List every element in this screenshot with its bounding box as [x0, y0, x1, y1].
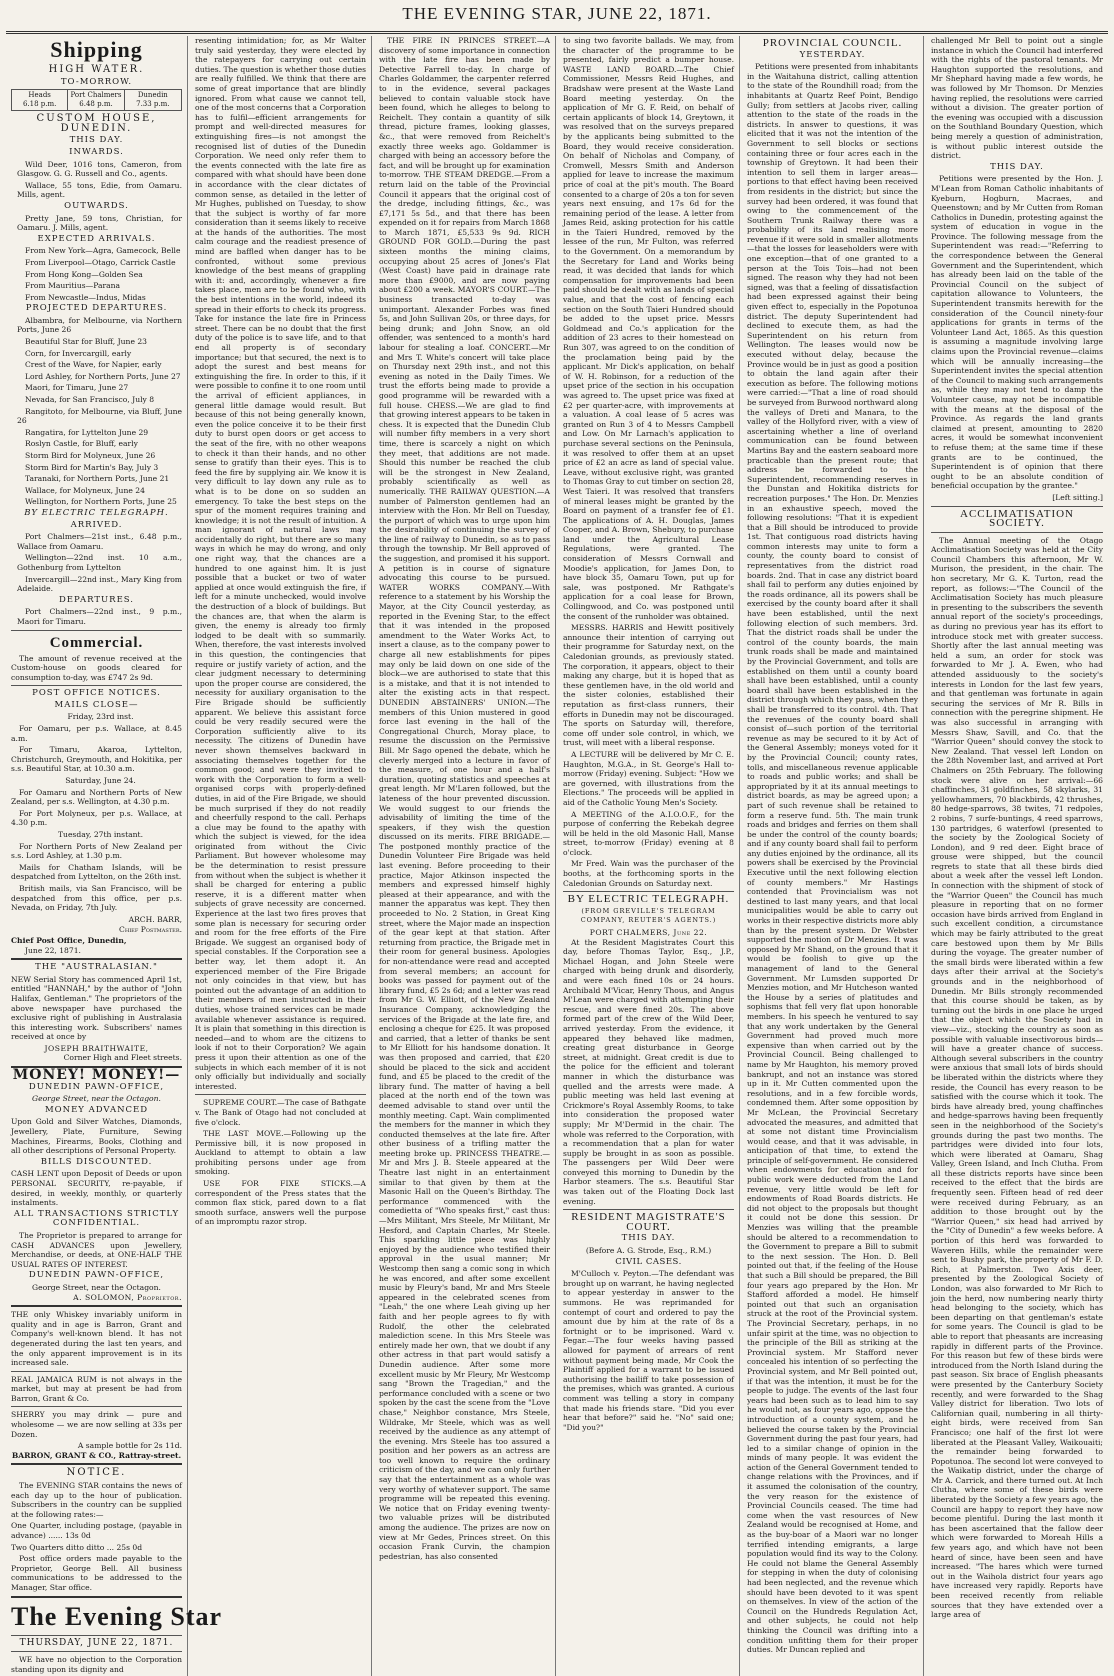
post-line: Tuesday, 27th instant.: [57, 830, 143, 839]
news-item: MESSRS. HARRIS and Hewitt positively announce their intention of carrying out their programme for Saturday next, on the Caledonian grounds, as previously stated. The corporation, it appears, object to their making any charge, but it is hoped that as these gentlemen have, in the old world and the sister colonies, established their reputation as first-class runners, their efforts in Dunedin may not be discouraged. The sports on Saturday will, therefore, come off under sole control, in which, we trust, will meet with a liberal response.: [563, 623, 734, 748]
sherry-ad: SHERRY you may drink — pure and wholesome — we are now selling at 33s per Dozen.: [11, 1410, 182, 1439]
editorial-body: resenting intimidation; for, as Mr Walter truly said yesterday, they were elected by the ratepayers for carrying out certain duties. The question is whether those duties are really fulfilled. We think that there are some of great importance that are blindly ignored. From what cause we cannot tell, one of the most concerns that a Corporation has to fulfil—efficient arrangements for prompt and well-directed measures for extinguishing fires—is not amongst the recognised list of duties of the Dunedin Corporation. We need only refer them to the events connected with the late fire as compared with what should have been done in accordance with the clear dictates of common sense, as detailed in the letter of Mr Hughes, published on Tuesday, to show that the subject is worthy of far more consideration than it seems likely to receive at the hands of the authorities. The most calm courage and the readiest presence of mind are baffled when danger has to be confronted, without some previous knowledge of the best means of grappling with it: and, accordingly, whenever a fire takes place, men are to be found who, with the best intentions in the world, indeed its spread in their efforts to check its progress. Take for instance the late fire in Princess street. There can be no doubt that the first duty of the police is to save life, and to that end all property is of secondary importance; but that secured, the next is to adopt the surest and best means for extinguishing the fire. In order to this, if it were possible to confine it to one room until the arrival of efficient appliances, in general little damage would result. But because of this not being generally known, even the police conceive it to be their first duty to burst open doors or get access to the seat of the fire, with no other weapons to check it than their hands, and no other sense to gratify than their eyes. This is to feed the fire by supplying air. We know it is very difficult to lay down any rule as to what is to be done on so sudden an emergency. To take the best steps on the spur of the moment requires training and knowledge; it is not the result of intuition. A man ignorant of natural laws may accidentally do right, but there are so many ways in which he may do wrong, and only one right way, that the chances are a hundred to one against him. It is just possible that a bucket or two of water applied at once would extinguish the fire, if left for a minute unchecked, would involve the destruction of a block of buildings. But the chances are, that when the alarm is given, the enemy is already too firmly lodged to be dealt with so summarily. When, therefore, the vast interests involved in this question, the contingencies that require or justify variety of action, and the clear judgment necessary to determining upon the proper course are considered, the necessity for auxiliary organisation to the Fire Brigade should be sufficiently apparent. We believe this assistant force could be very readily secured were the Corporation sufficiently alive to its necessity. The citizens of Dunedin have never shown themselves backward in associating themselves together for the common good; and were they invited to work with the Corporation to form a well-organised corps with properly-defined duties, in aid of the Fire Brigade, we should be much surprised if they do not readily and cheerfully respond to the call. Perhaps a clue may be found to the apathy with which the subject is viewed, for the idea originated from without the Civic Parliament. But however wholesome may be the determination to resist pressure from without when the subject is whether it shall be charged for entering a public reserve, it is a different matter when subjects of grave necessity are concerned. Experience at the last two fires proves that some plan is necessary for securing order and room for the free efforts of the Fire Brigade. We suggest an organised body of special constables. If the Corporation see a better way, let them adopt it. An experienced member of the Fire Brigade not only coincides in that view, but has pointed out the advantage of an addition to their members of men instructed in their duties, whose trained services can be made available whenever assistance is required. It is plain that something in this direction is needed—and to whom are the citizens to look if not to their Corporation? We again press it upon their attention as one of the subjects in which each member of it is not only officially but individually and socially interested.: [195, 36, 366, 1091]
column-6: [926, 36, 1108, 1676]
divider: [931, 506, 1103, 507]
list-item: Nevada, for San Francisco, July 8: [25, 395, 155, 405]
postmaster-name: ARCH. BARR,: [128, 914, 182, 924]
rate-line: Two Quarters ditto ditto ... 25s 0d: [11, 1542, 143, 1552]
tide-place: Port Chalmers: [70, 91, 122, 100]
divider: [563, 1209, 734, 1210]
tide-time: 7.33 p.m.: [136, 100, 170, 109]
telegraph-dateline: PORT CHALMERS, June 22.: [589, 928, 708, 938]
divider: [11, 1371, 182, 1372]
news-item: A MEETING of the A.I.O.O.F., for the purpose of conferring the Rebekah degree will be held in the old Masonic Hall, Manse street, to-morrow (Friday) evening at 8 o'clock.: [563, 809, 734, 857]
list-item: Wallace, 55 tons, Edie, from Oamaru. Mills, agent.: [17, 180, 182, 200]
arrivals-label: ARRIVED.: [70, 519, 123, 530]
tide-place: Dunedin: [137, 91, 168, 100]
rum-ad: REAL JAMAICA RUM is not always in the market, but may at present be had from Barron, Grant & Co.: [11, 1374, 182, 1403]
masthead-rule: [6, 31, 1108, 32]
post-line: For Oamaru and Northern Ports of New Zealand, per s.s. Wellington, at 4.30 p.m.: [11, 787, 182, 807]
news-items: THE FIRE IN PRINCES STREET.—A discovery of some importance in connection with the late fire has been made by Detective Farrell to-day. In charge of Charles Goldammer, the carpenter referred to in the evidence, several packages believed to contain valuable stock have been found, which he alleges to belong to Reichelt. They contain a quantity of silk thread, picture frames, looking glasses, &c., that were removed from Reichelt's exactly three weeks ago. Goldammer is charged with being an accessory before the fact, and will be brought up for examination to-morrow. THE STEAM DREDGE.—From a return laid on the table of the Provincial Council it appears that the original cost of the dredge, including fittings, &c., was £7,171 5s 5d., and that there has been expended on it for repairs from March 1868 to March 1871, £5,533 9s 9d. RICH GROUND FOR GOLD.—During the past sixteen months the mining claims, occupying about 25 acres of Jones's Flat (West Coast) have paid in drainage rate more than £9000, and are now paying about £200 a week. MAYOR'S COURT.—The business transacted to-day was unimportant. Alexander Forbes was fined 5s, and John Sullivan 20s, or three days, for being drunk; and John Snow, an old offender, was sentenced to a month's hard labour for stealing a loaf. CONCERT.—Mr and Mrs T. White's concert will take place on Thursday next 29th inst., and not this evening as noted in the Daily Times. We trust the efforts being made to provide a good programme will be rewarded with a full house. CHESS.—We are glad to find that growing interest appears to be taken in chess. It is expected that the Dunedin Club will number fifty members in a very short time, there is scarcely a night on which they meet, that additions are not made. Should this number be reached the club will be the strongest in New Zealand, probably scientifically as well as numerically. THE RAILWAY QUESTION.—A number of Palmerston gentlemen had an interview with the Hon. Mr Bell on Tuesday, the purport of which was to urge upon him the desirability of continuing the survey of the line of railway to Dunedin, so as to pass through the township. Mr Bell approved of the suggestion, and promised it his support. A petition is in course of signature advocating this course to be pursued. WATER WORKS COMPANY.—With reference to a statement by his Worship the Mayor, at the City Council yesterday, as reported in the Evening Star, to the effect that it was intended in the proposed amendment to the Water Works Act, to insert a clause, as to the company power to charge all new establishments for pipes may only be laid down on one side of the block—we are authorised to state that this is a mistake, and that it is not intended to alter the existing acts in that respect. DUNEDIN ABSTAINERS' UNION.—The members of this Union mustered in good force last evening in the hall of the Congregational Church, Moray place, to resume the discussion on the Permissive Bill. Mr Sago opened the debate, which he cleverly merged into a lecture in favor of the measure, of one hour and a half's duration, quoting statistics and speeches at great length. Mr M'Laren followed, but the lateness of the hour prevented discussion. We would suggest to our friends the advisability of limiting the time of the speakers, if they wish the question discussed on its merits. FIRE BRIGADE.—The postponed monthly practice of the Dunedin Volunteer Fire Brigade was held last evening. Before proceeding to their practice, Major Atkinson inspected the members and expressed himself highly pleased at their appearance, and with the manner the apparatus was kept. They then proceeded to No. 2 Station, in Great King street, where the Major made an inspection of the gear kept at that station. After returning from practice, the Brigade met in their room for general business. Apologies for non-attendance were read and accepted from several members; an account for books was passed for payment out of the library fund, £5 2s 6d; and a letter was read from Mr G. W. Elliott, of the New Zealand Insurance Company, acknowledging the services of the Brigade at the late fire, and enclosing a cheque for £25. It was proposed and carried, that a letter of thanks be sent to Mr Elliott for his handsome donation. It was then proposed and carried, that £20 should be placed to the sick and accident fund, and £5 be placed to the credit of the library fund. The matter of having a bell placed at the north end of the town was deemed advisable to stand over until the monthly meeting. Capt. Wain complimented the members for the manner in which they conducted themselves at the late fire. After other business of a trifling matter the meeting broke up. PRINCESS THEATRE.—Mr and Mrs J. B. Steele appeared at the Theatre last night in an entertainment similar to that given by them at the Masonic Hall on the Queen's Birthday. The performance commenced with the comedietta of "Who speaks first," cast thus:—Mrs Militant, Mrs Steele, Mr Militant, Mr Hesford, and Captain Charles, Mr Steele. This sparkling little piece was highly enjoyed by the audience who testified their approval in the usual manner; Mr Westcomp then sang a comic song in which he was encored, and after some excellent music by Fleury's band, Mr and Mrs Steele appeared in the celebrated scenes from "Leah," the one where Leah giving up her faith and her people agrees to fly with Rudolf, the other the celebrated malediction scene. In this Mrs Steele was entirely made her own, that we doubt if any other actress in that part would satisfy a Dunedin audience. After some more excellent music by Mr Fleury, Mr Westcomp sang "Brown the Tragedian," and the performance concluded with a scene or two spoken by the cast the scene from the "Love chase," Neighbor constance, Mrs Steele, Wildrake, Mr Steele, which was as well received by the audience as any attempt of the evening. Mrs Steele has too assured a position and her powers as an actress are too well known to require the ordinary criticism of the day, and we can only further say that the entertainment as a whole was very worthy of whatever support. The same programme will be repeated this evening. We notice that on Friday evening twenty-two valuable prizes will be distributed among the audience. The prizes are now on view at Mr Gedes, Princes street. On this occasion Frank Curvin, the champion pedestrian, has also consented: [379, 36, 550, 1561]
list-item: Rangatira, for Lyttelton June 29: [25, 427, 149, 437]
list-item: Port Chalmers—22nd inst., 9 p.m., Maori for Timaru.: [17, 607, 182, 626]
post-line: Mails for Chatham Islands, will be despatched from Lyttelton, on the 26th inst.: [11, 862, 182, 882]
list-item: Wallace, for Molyneux, June 24: [25, 485, 145, 495]
tide-heads: [12, 90, 68, 110]
money-title: MONEY! MONEY!—: [12, 1067, 181, 1084]
masthead-rule-2: [6, 33, 1108, 34]
list-item: Corn, for Invercargill, early: [25, 348, 132, 358]
divider: [563, 891, 734, 892]
pawn-office-2: DUNEDIN PAWN-OFFICE,: [28, 1270, 165, 1281]
provincial-council-title: PROVINCIAL COUNCIL.: [762, 37, 903, 49]
whiskey-ad: THE only Whiskey invariably uniform in quality and in age is Barron, Grant and Company's well-known blend. It has not degenerated during the last ten years, and the only apparent improvement is in its increased sale.: [11, 1310, 182, 1368]
tide-time: 6.48 p.m.: [79, 100, 113, 109]
list-item: Roslyn Castle, for Bluff, early: [25, 439, 138, 449]
transactions-confidential: ALL TRANSACTIONS STRICTLY CONFIDENTIAL.: [13, 1208, 180, 1229]
post-line: Friday, 23rd inst.: [67, 712, 134, 722]
tomorrow-label: TO-MORROW.: [60, 76, 133, 87]
post-line: British mails, via San Francisco, will be despatched from this office, per p.s. Nevada, on Friday, 7th July.: [11, 883, 182, 913]
divider: [11, 1406, 182, 1407]
divider: [11, 1463, 182, 1465]
barron-grant: BARRON, GRANT & CO., Rattray-street.: [11, 1450, 182, 1460]
pawn-office: DUNEDIN PAWN-OFFICE,: [28, 1081, 165, 1092]
colophon-title: The Evening Star: [11, 1601, 223, 1631]
columns: [6, 36, 1108, 1674]
news-item: A LECTURE will be delivered by Mr C. E. Haughton, M.G.A., in St. George's Hall to-morrow (Friday) evening. Subject: "How we are governed, with illustrations from the Elections." The proceeds will be applied in aid of the Catholic Young Men's Society.: [563, 749, 734, 807]
notice-text: The EVENING STAR contains the news of each day up to the hour of publication. Subscribers in the country can be supplied at the following rates:—: [11, 1481, 182, 1519]
list-item: Taranaki, for Northern Ports, June 21: [25, 474, 170, 484]
post-office-place: Chief Post Office, Dunedin,: [11, 935, 127, 945]
australasian-agent: JOSEPH BRAITHWAITE,: [44, 1043, 149, 1053]
cash-lent: CASH LENT upon Deposit of Deeds or upon PERSONAL SECURITY, re-payable, if desired, in weekly, monthly, or quarterly instalments.: [11, 1169, 182, 1208]
list-item: Beautiful Star for Bluff, June 23: [25, 337, 148, 347]
rmc-before: (Before A. G. Strode, Esq., R.M.): [585, 1246, 712, 1256]
divider: [11, 1305, 182, 1307]
list-item: Storm Bird for Martin's Bay, July 3: [25, 462, 159, 472]
column-3: [374, 36, 556, 1676]
postmaster-title: Chief Postmaster.: [119, 925, 182, 935]
australasian-address: Corner High and Fleet streets.: [63, 1053, 182, 1063]
notice-title: NOTICE.: [66, 1467, 127, 1479]
tide-place: Heads: [28, 91, 51, 100]
sample-bottle: A sample bottle for 2s 11d.: [77, 1441, 182, 1451]
money-text: Upon Gold and Silver Watches, Diamonds, Jewellery, Plate, Furniture, Sewing Machines, Firearms, Books, Clothing and all other descriptions of Personal Property.: [11, 1117, 182, 1156]
divider: [11, 1651, 182, 1652]
list-item: Maori, for Timaru, June 27: [25, 383, 129, 393]
list-item: Lord Ashley, for Northern Ports, June 27: [25, 371, 181, 381]
commercial-title: Commercial.: [49, 634, 144, 651]
column-2: [190, 36, 372, 1676]
list-item: From Newcastle—Indus, Midas: [25, 292, 146, 302]
council-this-day: Petitions were presented by the Hon. J. M'Lean from Roman Catholic inhabitants of Kyeburn, Hogburn, Macraes, and Queenstown; and by Mr Cutten from Roman Catholics in Dunedin, protesting against the system of education in vogue in the Province. The following message from the Superintendent was read:—"Referring to the correspondence between the General Government and the Superintendent, which has already been laid on the table of the Provincial Council on the subject of capitation allowance to Volunteers, the Superintendent transmits herewith for the consideration of the Council ninety-four applications for grants in terms of the Volunteer Land Act, 1865. As this question is assuming a magnitude involving large claims upon the Provincial revenue—claims which will be annually increasing—the Superintendent invites the special attention of the Council to making such arrangements as, while they may not tend to damp the Volunteer cause, may not be incompatible with the means at the disposal of the Province. As regards the land grants claimed at present, amounting to 2820 acres, it would be somewhat inconvenient to refuse them; at the same time if these grants are to be continued, the Superintendent is of opinion that there ought to be an absolute condition of beneficial occupation by the grantee.": [931, 174, 1103, 491]
list-item: Invercargill—22nd inst., Mary King from Adelaide.: [17, 574, 182, 594]
pawn-address-2: George Street, near the Octagon.: [32, 1282, 161, 1292]
post-line: Saturday, June 24.: [65, 776, 136, 786]
pawn-proprietor: A. SOLOMON, Proprietor.: [73, 1292, 182, 1302]
civil-cases: CIVIL CASES.: [615, 1256, 682, 1267]
column-1: [6, 36, 223, 1676]
mails-close-label: MAILS CLOSE—: [54, 699, 139, 710]
inwards-label: INWARDS.: [69, 146, 124, 157]
rmc-text: M'Culloch v. Peyton.—The defendant was brought up on warrant, he having neglected to appear yesterday in answer to the summons. He was reprimanded for contempt of court and ordered to pay the amount due by him at the rate of 8s a fortnight or to be imprisoned. Ward v. Fegar.—The four weeks having passed allowed for payment of arrears of rent without payment being made, Mr Cook the Plaintiff applied for a warrant to be issued authorising the bailiff to take possession of the premises, which was granted. A curious comment was telling a story in company that made his friends stare. "Did you ever hear that before?" said he. "No" said one; "Did you?": [563, 1269, 734, 1432]
list-item: Rangitoto, for Melbourne, via Bluff, June 26: [17, 406, 182, 426]
telegraph-label: BY ELECTRIC TELEGRAPH.: [24, 507, 169, 518]
divider: [11, 685, 182, 686]
tide-port-chalmers: [68, 90, 124, 110]
telegraph-source: (FROM GREVILLE'S TELEGRAM COMPANY, REUTER'S AGENTS.): [580, 906, 717, 925]
left-sitting: [Left sitting.]: [1052, 492, 1103, 502]
news-item: USE FOR FIXE STICKS.—A correspondent of the Press states that the common flax stick, pared down to a flat smooth surface, answers well the purpose of an impromptu razor strop.: [195, 1179, 366, 1227]
post-line: For Northern Ports of New Zealand per s.s. Lord Ashley, at 1.30 p.m.: [11, 841, 182, 861]
notice-post: Post office orders made payable to the Proprietor, George Bell. All business communications to be addressed to the Manager, Star office.: [11, 1554, 182, 1592]
rmc-day: THIS DAY.: [621, 1233, 676, 1244]
list-item: From Liverpool—Otago, Carrick Castle: [25, 257, 176, 267]
list-item: Port Chalmers—21st inst., 6.48 p.m., Wallace from Oamaru.: [17, 532, 182, 551]
list-item: Wild Deer, 1016 tons, Cameron, from Glasgow. G. G. Russell and Co., agents.: [17, 159, 182, 179]
news-item: Mr Fred. Wain was the purchaser of the booths, at the forthcoming sports in the Caledonian Grounds on Saturday next.: [563, 859, 734, 888]
list-item: Albambra, for Melbourne, via Northern Ports, June 26: [17, 315, 182, 335]
divider: [11, 958, 182, 960]
bills-discounted: BILLS DISCOUNTED.: [40, 1156, 153, 1167]
divider: [195, 1094, 366, 1095]
tide-table: [11, 89, 182, 111]
tide-time: 6.18 p.m.: [22, 100, 57, 109]
list-item: Wellington, for Northern Ports, June 25: [25, 497, 177, 507]
acclimatisation-text: The Annual meeting of the Otago Acclimatisation Society was held at the City Council Chambers this afternoon, Mr W. Murison, the president, in the chair. The hon secretary, Mr G. K. Turton, read the report, as follows:—"The Council of the Acclimatisation Society has much pleasure in presenting to the subscribers the seventh annual report of the society's proceedings, as during no previous year has its effort to introduce stock met with greater success. Shortly after the last annual meeting was held a sum, an order for stock was forwarded to Mr J. A. Ewen, who had attended assiduously to the society's interests in London for the last few years, and that gentleman was fortunate in again securing the services of Mr R. Bills in connection with the peregrine shipment. He was also successful in arranging with Messrs Shaw, Savill, and Co. that the "Warrior Queen" should convey the stock to New Zealand. That vessel left London on the 28th November last, and arrived at Port Chalmers on 25th February. The following stock were alive on her arrival:—66 chaffinches, 31 goldfinches, 58 skylarks, 31 yellowhammers, 70 blackbirds, 42 thrushes, 80 hedge-sparrows, 38 twites, 71 redpoles, 2 robins, 7 surfe-buntings, 4 reed sparrows, 130 partridges, 6 waterfowl (presented to the society by the Zoological Society of London), and 9 red deer. Eight brace of grouse were shipped, but the council regrets to state that all these birds died about a week after the vessel left London. In connection with the shipment of stock of the "Warrior Queen" the Council has much pleasure in reporting that on no former occasion have birds arrived from England in such excellent condition, a circumstance which may be fairly attributed to the great care bestowed upon them by Mr Bills during the voyage. The greater number of the small birds were liberated within a few days after their arrival at the Society's grounds and in the neighborhood of Dunedin. Mr Bills strongly recommended that this course should be taken, as by turning out the birds in one place he urged that the object which the Society had in view—viz., stocking the country as soon as possible with valuable insectivorous birds—will have a greater chance of success. Although several subscribers in the country were anxious that small lots of birds should be liberated within the districts where they reside, the Council has every reason to be satisfied with the course which it took. The birds have already bred, young chaffinches and hedge-sparrows having been frequently seen in the neighborhood of the Society's grounds during the past two months. The partridges were divided into four lots, which were liberated at Oamaru, Shag Valley, Green Island, and Inch Clutha. From all these districts reports have since been received to the effect that the birds are frequently seen. Fifteen head of red deer were received during February, as an addition to those brought out by the "Warrior Queen," six head had arrived by the "City of Dunedin" a few weeks before. A portion of this herd was forwarded to Waveren Hills, while the remainder were sent to Bushy park, the property of Mr F. D. Rich, at Palmerston. Two Axis deer, presented by the Zoological Society of London, was also forwarded to Mr Rich to join the herd, now numbering nearly thirty head belonging to the society, which has been departing on that gentleman's estate for some years. The Council is glad to be able to report that pheasants are increasing rapidly in different parts of the Province. For this reason but few of these birds were introduced from the North Island during the past season. Six brace of English pheasants were presented by the Canterbury Society recently, and were forwarded to the Shag Valley district for liberation. Two lots of Californian quail, numbering in all thirty-eight birds, were received from San Francisco; one half of the first lot were liberated at the Pleasant Valley, Waikouaiti; the remainder being forwarded to Popotunoa. The second lot were conveyed to the Waikatip district, under the charge of Mr A. Carrick, and there turned out. At Inch Clutha, where some of these birds were liberated by the Society a few years ago, the Council are happy to report they have now become plentiful. During the last month it has been ascertained that the fallow deer which were forwarded to Moreah Hills a few years ago, and which have not been heard of since, have been seen and have increased. "The hares which were turned out in the Waihola district four years ago have increased very rapidly. Reports have been received recently from reliable sources that they have extended over a large area of: [931, 535, 1103, 1620]
tide-dunedin: [125, 90, 181, 110]
custom-house-heading: CUSTOM HOUSE, DUNEDIN.: [36, 113, 157, 134]
divider: [11, 1596, 182, 1598]
colophon-date: THURSDAY, JUNE 22, 1871.: [19, 1637, 174, 1648]
outwards-label: OUTWARDS.: [64, 200, 129, 211]
pawn-address: George Street, near the Octagon.: [32, 1094, 161, 1104]
telegraph-text: At the Resident Magistrates Court this day, before Thomas Taylor, Esq., J.P., Michael Hogan, and John Steele were charged with being drunk and disorderly, and were each fined 10s or 24 hours. Archibald M'Vicar, Henry Thous, and Angus M'Lean were charged with attempting their rescue, and were fined 20s. The above formed part of the crew of the Wild Deer, arrived yesterday. From the evidence, it appeared they behaved like madmen, creating great disturbance in George street, at midnight. Great credit is due to the police for the efficient and tolerant manner in which the disturbance was quelled and the arrests were made. A public meeting was held last evening at Crickmore's Royal Assembly Rooms, to take into consideration the proposed water supply; Mr M'Dermid in the chair. The whole was referred to the Corporation, with a recommendation that a plan for water supply be brought in as soon as possible. The passengers per Wild Deer were conveyed this morning to Dunedin by the Harbor steamers. The s.s. Beautiful Star was taken out of the Floating Dock last evening.: [563, 937, 734, 1206]
news-item: SUPREME COURT.—The case of Bathgate v. The Bank of Otago had not concluded at five o'clock.: [195, 1098, 366, 1127]
post-office-date: June 22, 1871.: [25, 945, 81, 955]
money-advanced: MONEY ADVANCED: [44, 1104, 149, 1115]
post-line: For Port Molyneux, per p.s. Wallace, at 4.30 p.m.: [11, 808, 182, 828]
rmc-title: RESIDENT MAGISTRATE'S COURT.: [571, 1211, 726, 1233]
this-day-label: THIS DAY.: [69, 135, 124, 146]
departures-label: DEPARTURES.: [58, 594, 134, 605]
column-4: [558, 36, 740, 1676]
australasian-text: NEW Serial Story has commenced April 1st, entitled "HANNAH," by the author of "John Halifax, Gentleman." The proprietors of the above newspaper have purchased the exclusive right of publishing in Australasia this interesting work. Subscribers' names received at once by: [11, 974, 182, 1042]
divider: [931, 532, 1103, 533]
editorial-start: WE have no objection to the Corporation standing upon its dignity and: [11, 1655, 182, 1674]
divider: [11, 630, 182, 631]
provincial-council-text: Petitions were presented from inhabitants in the Waitahuna district, calling attention to the state of the Roundhill road; from the inhabitants at Quartz Reef Point, Bendigo Gully; from settlers at Jacobs river, calling attention to the state of the roads in the districts. In answer to questions, it was elicited that it was not the intention of the Government to sell blocks or sections containing three or four acres each in the township of Greytown. It had been their intention to sell them in larger areas—portions to that effect having been received from residents in the district; but since the survey had been ordered, it was found that owing to the commencement of the Southern Trunk Railway there was a probability of its land realising more revenue if it were sold in smaller allotments—that the losses for leaseholders were with one exception—that of one granted to a person at the Tois Tois—had not been signed. The reason why they had not been signed, was that a feeling of dissatisfaction had been expressed against their being given effect to, especially in the Popotunoa district. The deputy Superintendent had declined to execute them, as had the Superintendent on his return from Wellington. The leases would now be executed without delay, because the Province would be in just as good a position to obtain the land again after their execution as before. The following motions were carried:—"That a line of road should be surveyed from Burwood northward along the valleys of Dreti and Manara, to the valley of the Hollyford river, with a view of ascertaining whether a line of overland communication can be found between Martins Bay and the eastern seaboard more practicable than the present route; that address be forwarded to the Superintendent, recommending reserves in the Dunstan and Hokitika districts for recreation purposes." The Hon. Dr. Menzies in an exhaustive speech, moved the following resolutions: "That it is expedient that a Bill should be introduced to provide 1st. That contiguous road districts having common interests may unite to form a county, the county board to consist of representatives from the district road boards. 2nd. That in case any district board shall fail to perform any duties enjoined by the roads ordinance, all its powers shall be exercised by the county board after it shall have been established, until the next following election of such members. 3rd. That the district roads shall be under the control of the county boards, the main trunk roads shall be made and maintained by the Provincial Government, and tolls are established on them until a county board shall have been established, until a county board shall have been established in the district through which they pass, when they shall be transferred to its control. 4th. That the revenues of the county board shall consist of—such portion of the territorial revenue as may be secured to it by Act of the General Assembly; moneys voted for it by the Provincial Council; county rates, tolls, and miscellaneous revenue applicable to roads and public works; and shall be appropriated by it at its annual meetings to district boards, as may be agreed upon; a part of such revenue shall be retained to form a reserve fund. 5th. The main trunk roads and bridges and ferries on them shall be under the control of the county boards; and if any county board shall fail to perform any duties enjoined by the ordinance, all its powers shall be exercised by the Provincial Executive until the next following election of county members." Mr Hastings contended that Provincialism was not destined to last many years, and that local municipalities would be able to carry out works in their respective districts more ably than by the present system. Dr Webster supported the motion of Dr Menzies. It was opposed by Mr Shand, on the ground that it would be foolish to give up the management of land to the General Government. Mr Lumsden supported Dr Menzies motion, and Mr Hutcheson wanted the House by a series of platitudes and sophisms that fell very flat upon honorable members. In his speech he ventured to say that any work undertaken by the General Government had proved much more expensive than when carried out by the Provincial Council. Being challenged to name by Mr Haughton, his memory proved bankrupt, and not an instance was stored up in it. Mr Cutten commented upon the resolutions, and in a few forcible words, condemned them. After some opposition by Mr McLean, the Provincial Secretary advocated the measures, and admitted that at some not distant time Provincialism would cease, and that it was advisable, in anticipation of that time, to extend the principle of self-government. He considered when endowments for education and for public work were deducted from the Land revenue, very little would be left for endowments of Road Boards districts. He did not object to the proposals but thought it could not be done this session. Dr Menzies was willing that the preamble should be altered to a recommendation to the Government to prepare a Bill to submit to the next session. The Hon. D. Bell pointed out that, if the feeling of the House that such a Bill should be prepared, the Bill four years ago prepared by the Hon. Mr Stafford afforded a model. He himself pointed out that such an organisation struck at the root of the Provincial system. The Provincial Secretary, perhaps, in no unfair spirit at the time, was no objection to the principle of the Bill as striking at the Provincial system. Mr Stafford never concealed his intention of so perfecting the Provincial system, and Mr Bell pointed out, if that was the intention, it must be for the people to judge. The events of the last four years had been such as to lead him to say he would not, as four years ago, oppose the introduction of a county system, and he believed the course taken by the Provincial Government during the past four years, had led to a similar change of opinion in the minds of many people. It was evident the action of the General Government tended to change relations with the Provinces, and if it assumed the colonisation of the country, the very reason for the existence of Provincial Councils ceased. The time had come when the vast resources of New Zealand would be recognised at Home, and as the buy-boar of a Maori war no longer terrified intending emigrants, a large population would find its way to the Colony. He could not blame the General Assembly for stepping in when the duty of colonising had been neglected, and the revenue which should have been devoted to it was spent on themselves. In view of the action of the Council on the Hundreds Regulation Act, and other subjects, he could not help thinking the Council was drifting into a condition unfitting them for their proper duties. Mr Duncan replied and: [747, 62, 918, 1655]
column-5: [742, 36, 924, 1676]
list-item: From Mauritius—Parana: [25, 281, 121, 291]
australasian-title: THE "AUSTRALASIAN.": [35, 962, 158, 973]
list-item: From Hong Kong—Golden Sea: [25, 269, 143, 279]
masthead: THE EVENING STAR, JUNE 22, 1871.: [402, 4, 712, 23]
post-line: For Timaru, Akaroa, Lyttelton, Christchurch, Greymouth, and Hokitika, per s.s. Beautiful Star, at 10.30 a.m.: [11, 745, 182, 774]
list-item: From New York—Agra, Gamecock, Belle: [25, 246, 181, 256]
shipping-title: Shipping: [50, 37, 143, 62]
news-item: THE LAST MOVE.—Following up the Permissive bill, it is now proposed in Auckland to attempt to obtain a law prohibiting persons under age from smoking.: [195, 1129, 366, 1177]
list-item: Pretty Jane, 59 tons, Christian, for Oamaru. J. Mills, agent.: [17, 213, 182, 233]
commercial-text: The amount of revenue received at the Custom-house on goods cleared for consumption to-day, was £747 2s 9d.: [11, 653, 182, 682]
list-item: Wellington—22nd inst. 10 a.m., Gothenburg from Lyttelton: [17, 553, 182, 572]
high-water-heading: HIGH WATER.: [48, 64, 145, 75]
divider: [11, 1635, 182, 1636]
news-items: to sing two favorite ballads. We may, from the character of the programme to be presented, fairly predict a bumper house. WASTE LAND BOARD.—The Chief Commissioner, Messrs Reid Hughes, and Bradshaw were present at the Waste Land Board meeting yesterday. On the application of Mr G. F. Reid, on behalf of certain applicants of block 14, Greytown, it was resolved that on the surveys prepared by the applicants being submitted to the Board, they would receive consideration. On behalf of Nicholas and Company, of Cromwell, Messrs Smith and Anderson applied for leave to increase the maximum price of coal at the pit's mouth. The Board consented to a charge of 20s a ton for seven years next ensuing, and 17s 6d for the remaining period of the lease. A letter from James Reid, asking protection for his cattle in the Taieri Hundred, removed by the lessee of the run, Mr Fulton, was referred to the Government. On a memorandum by the Secretary for Land and Works being read, it was decided that lands for which compensation for improvements had been paid should be dealt with as lands of special value, and that the cost of fencing each section on the South Taieri Hundred should be added to the upset price. Messrs Goldmead and Co.'s application for the addition of 23 acres to their homestead on Run 307, was agreed to on the condition of the proclamation being paid by the applicant. Mr Dick's application, on behalf of W. H. Robinson, for a reduction of the upset price of the section in his occupation was agreed to. The upset price was fixed at £2 per quarter-acre, with improvements at a valuation. A coal lease of 5 acres was granted on Run 3 of 4 to Messrs Campbell and Low. On Mr Larnach's application to purchase several sections on the Peninsula, it was resolved to offer them at an upset price of £2 an acre as land of special value. Leave, without exclusive right, was granted to Thomas Gray to cut timber on section 28, West Taieri. It was resolved that transfers of mineral leases might be granted by the Board on payment of a transfer fee of £1. The applications of A. H. Douglas, James Cooper, and A. Brown, Shebury, to purchase land under the Agricultural Lease Regulations, were granted. The consideration of Messrs Cornwall and Moodie's application, for James Don, to have block 35, Oamaru Town, put up for sale, was postponed. Mr Rathgate's application for a coal lease for Brown, Collingwood, and Co. was postponed until the consent of the runholder was obtained.: [563, 36, 734, 621]
this-day-label: THIS DAY.: [990, 161, 1044, 172]
list-item: Storm Bird for Molyneux, June 26: [25, 451, 156, 460]
list-item: Crest of the Wave, for Napier, early: [25, 360, 162, 370]
post-office-title: POST OFFICE NOTICES.: [32, 688, 161, 699]
post-line: For Oamaru, per p.s. Wallace, at 8.45 a.m.: [11, 724, 182, 743]
expected-label: EXPECTED ARRIVALS.: [37, 233, 156, 244]
telegraph-title: BY ELECTRIC TELEGRAPH.: [567, 893, 730, 906]
rate-line: One Quarter, including postage, (payable in advance) ...... 13s 0d: [11, 1521, 182, 1540]
council-continued: challenged Mr Bell to point out a single instance in which the Council had interfered with the rights of the pastoral tenants. Mr Haughton supported the resolutions, and Mr Shephard having made a few words, he was followed by Mr Thomson. Dr Menzies having replied, the resolutions were carried without a division. The greater portion of the evening was occupied with a discussion on the Southland Boundary Question, which being merely a question of administration, is without public interest outside the district.: [931, 36, 1103, 161]
yesterday-label: YESTERDAY.: [799, 49, 866, 60]
projected-label: PROJECTED DEPARTURES.: [25, 303, 168, 314]
proprietor-text: The Proprietor is prepared to arrange for CASH ADVANCES upon Jewellery, Merchandise, or deeds, at ONE-HALF THE USUAL RATES OF INTEREST.: [11, 1230, 182, 1269]
acclimatisation-title: ACCLIMATISATION SOCIETY.: [960, 507, 1074, 530]
